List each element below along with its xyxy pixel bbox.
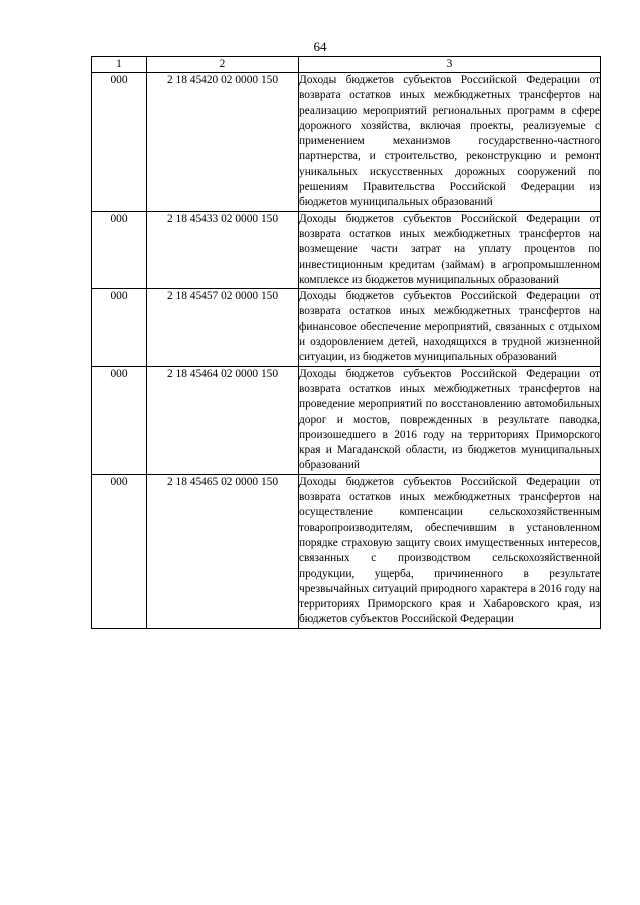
table-row (92, 211, 601, 288)
description-cell: Доходы бюджетов субъектов Российской Федерации от возврата остатков иных межбюджетных трансфертов на реализацию мероприятий региональных программ в сфере дорожного хозяйства, включая проекты, реализуемые с применением механизмов государственно-частного партнерства, и строительство, реконструкцию и ремонт уникальных искусственных дорожных сооружений по решениям Правительства Российской Федерации из бюджетов муниципальных образований (299, 73, 601, 212)
description-cell: Доходы бюджетов субъектов Российской Федерации от возврата остатков иных межбюджетных трансфертов на возмещение части затрат на уплату процентов по инвестиционным кредитам (займам) в агропромышленном комплексе из бюджетов муниципальных образований (299, 211, 601, 288)
page-number: 64 (313, 39, 327, 54)
budget-code-cell: 2 18 45433 02 0000 150 (147, 211, 299, 288)
admin-code-cell: 000 (92, 289, 147, 366)
description-cell: Доходы бюджетов субъектов Российской Федерации от возврата остатков иных межбюджетных трансфертов на проведение мероприятий по восстановлению автомобильных дорог и мостов, поврежденных в результате паводка, произошедшего в 2016 году на территориях Приморского края и Магаданской области, из бюджетов муниципальных образований (299, 366, 601, 474)
budget-classification-table (91, 56, 601, 629)
admin-code-cell: 000 (92, 366, 147, 474)
admin-code-cell: 000 (92, 474, 147, 628)
column-header-2: 2 (147, 57, 299, 73)
table-row (92, 73, 601, 212)
admin-code-cell: 000 (92, 211, 147, 288)
budget-code-cell: 2 18 45465 02 0000 150 (147, 474, 299, 628)
column-header-1: 1 (92, 57, 147, 73)
description-cell: Доходы бюджетов субъектов Российской Федерации от возврата остатков иных межбюджетных трансфертов на финансовое обеспечение мероприятий, связанных с отдыхом и оздоровлением детей, находящихся в трудной жизненной ситуации, из бюджетов муниципальных образований (299, 289, 601, 366)
budget-code-cell: 2 18 45457 02 0000 150 (147, 289, 299, 366)
table-row (92, 474, 601, 628)
column-header-3: 3 (299, 57, 601, 73)
description-cell: Доходы бюджетов субъектов Российской Федерации от возврата остатков иных межбюджетных трансфертов на осуществление компенсации сельскохозяйственным товаропроизводителям, обеспечившим в установленном порядке страховую защиту своих имущественных интересов, связанных с производством сельскохозяйственной продукции, ущерба, причиненного в результате чрезвычайных ситуаций природного характера в 2016 году на территориях Приморского края и Хабаровского края, из бюджетов субъектов Российской Федерации (299, 474, 601, 628)
table-row (92, 289, 601, 366)
budget-code-cell: 2 18 45464 02 0000 150 (147, 366, 299, 474)
budget-code-cell: 2 18 45420 02 0000 150 (147, 73, 299, 212)
table-header-row (92, 57, 601, 73)
admin-code-cell: 000 (92, 73, 147, 212)
table-row (92, 366, 601, 474)
